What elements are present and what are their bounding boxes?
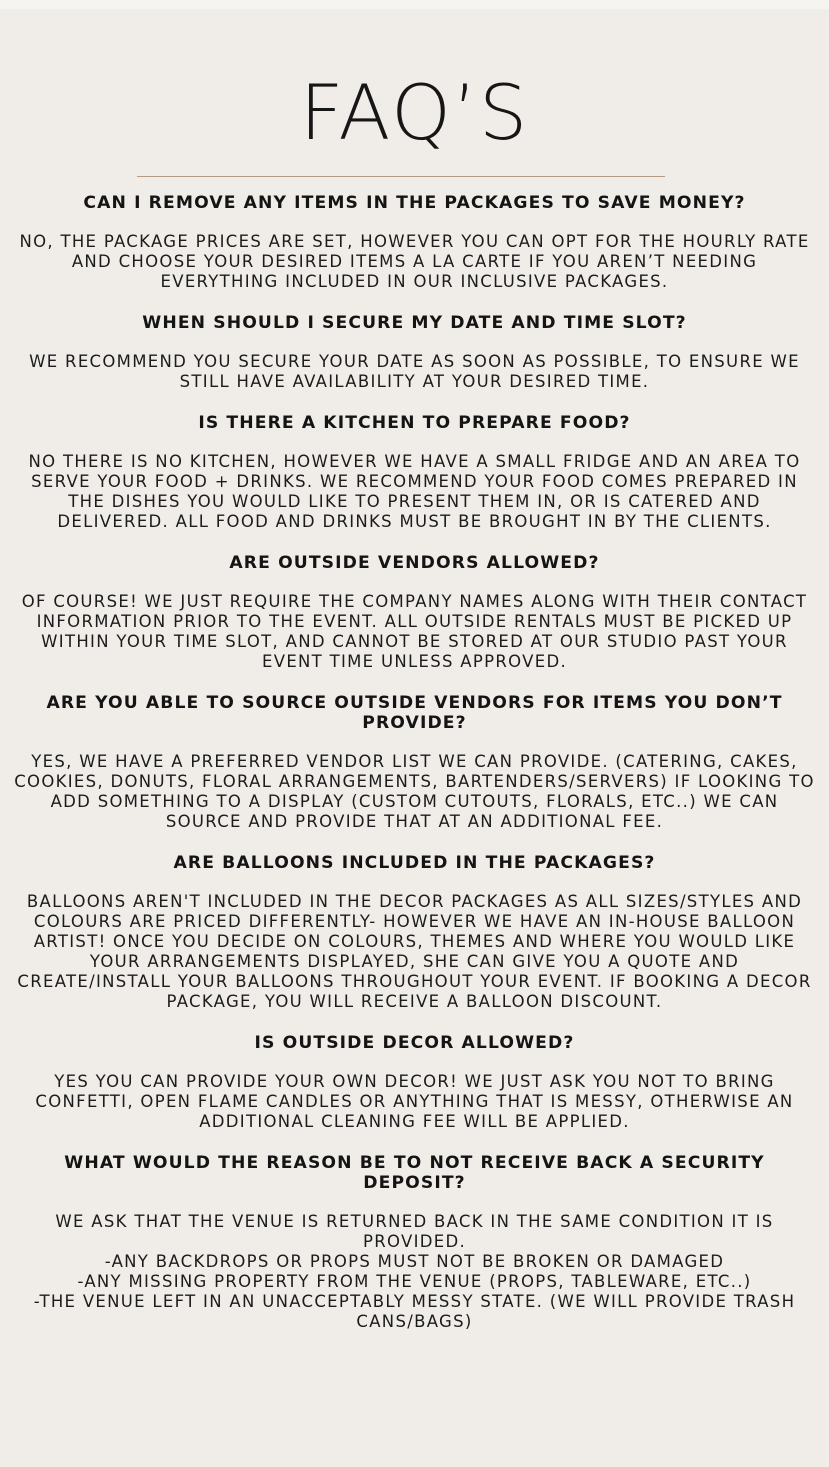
faq-question: ARE YOU ABLE TO SOURCE OUTSIDE VENDORS FOR ITEMS YOU DON’T PROVIDE? <box>46 693 783 733</box>
page-title: FAQ’S <box>299 68 530 157</box>
faq-item <box>14 693 815 832</box>
faq-question: IS THERE A KITCHEN TO PREPARE FOOD? <box>198 413 631 433</box>
top-strip <box>0 0 829 9</box>
faq-list <box>14 193 815 1332</box>
faq-question: CAN I REMOVE ANY ITEMS IN THE PACKAGES TO SAVE MONEY? <box>83 193 746 213</box>
faq-answer: NO THERE IS NO KITCHEN, HOWEVER WE HAVE A SMALL FRIDGE AND AN AREA TO SERVE YOUR FOOD + DRINKS. WE RECOMMEND YOUR FOOD COMES PREPARED IN THE DISHES YOU WOULD LIKE TO PRESENT THEM IN, OR IS CATERED AND DELIVERED. ALL FOOD AND DRINKS MUST BE BROUGHT IN BY THE CLIENTS. <box>28 452 801 531</box>
faq-answer: YES, WE HAVE A PREFERRED VENDOR LIST WE CAN PROVIDE. (CATERING, CAKES, COOKIES, DONUTS, FLORAL ARRANGEMENTS, BARTENDERS/SERVERS) IF LOOKING TO ADD SOMETHING TO A DISPLAY (CUSTOM CUTOUTS, FLORALS, ETC..) WE CAN SOURCE AND PROVIDE THAT AT AN ADDITIONAL FEE. <box>14 752 815 831</box>
faq-item <box>14 193 815 292</box>
faq-answer: OF COURSE! WE JUST REQUIRE THE COMPANY NAMES ALONG WITH THEIR CONTACT INFORMATION PRIOR TO THE EVENT. ALL OUTSIDE RENTALS MUST BE PICKED UP WITHIN YOUR TIME SLOT, AND CANNOT BE STORED AT OUR STUDIO PAST YOUR EVENT TIME UNLESS APPROVED. <box>21 592 808 671</box>
faq-answer: WE RECOMMEND YOU SECURE YOUR DATE AS SOON AS POSSIBLE, TO ENSURE WE STILL HAVE AVAILABILITY AT YOUR DESIRED TIME. <box>29 352 800 391</box>
faq-question: IS OUTSIDE DECOR ALLOWED? <box>254 1033 575 1053</box>
faq-item <box>14 853 815 1012</box>
faq-item <box>14 413 815 532</box>
faq-question: ARE BALLOONS INCLUDED IN THE PACKAGES? <box>173 853 656 873</box>
faq-item <box>14 1153 815 1332</box>
faq-answer: WE ASK THAT THE VENUE IS RETURNED BACK IN THE SAME CONDITION IT IS PROVIDED. -ANY BACKDROPS OR PROPS MUST NOT BE BROKEN OR DAMAGED -ANY MISSING PROPERTY FROM THE VENUE (PROPS, TABLEWARE, ETC..) -THE VENUE LEFT IN AN UNACCEPTABLY MESSY STATE. (WE WILL PROVIDE TRASH CANS/BAGS) <box>33 1212 796 1331</box>
faq-question: WHAT WOULD THE REASON BE TO NOT RECEIVE BACK A SECURITY DEPOSIT? <box>64 1153 765 1193</box>
faq-item <box>14 553 815 672</box>
faq-item <box>14 313 815 392</box>
faq-item <box>14 1033 815 1132</box>
faq-answer: NO, THE PACKAGE PRICES ARE SET, HOWEVER YOU CAN OPT FOR THE HOURLY RATE AND CHOOSE YOUR DESIRED ITEMS A LA CARTE IF YOU AREN’T NEEDING EVERYTHING INCLUDED IN OUR INCLUSIVE PACKAGES. <box>19 232 810 291</box>
faq-answer: YES YOU CAN PROVIDE YOUR OWN DECOR! WE JUST ASK YOU NOT TO BRING CONFETTI, OPEN FLAME CANDLES OR ANYTHING THAT IS MESSY, OTHERWISE AN ADDITIONAL CLEANING FEE WILL BE APPLIED. <box>35 1072 794 1131</box>
faq-question: WHEN SHOULD I SECURE MY DATE AND TIME SLOT? <box>142 313 687 333</box>
faq-answer: BALLOONS AREN'T INCLUDED IN THE DECOR PACKAGES AS ALL SIZES/STYLES AND COLOURS ARE PRICED DIFFERENTLY- HOWEVER WE HAVE AN IN-HOUSE BALLOON ARTIST! ONCE YOU DECIDE ON COLOURS, THEMES AND WHERE YOU WOULD LIKE YOUR ARRANGEMENTS DISPLAYED, SHE CAN GIVE YOU A QUOTE AND CREATE/INSTALL YOUR BALLOONS THROUGHOUT YOUR EVENT. IF BOOKING A DECOR PACKAGE, YOU WILL RECEIVE A BALLOON DISCOUNT. <box>17 892 812 1011</box>
title-divider <box>137 176 665 177</box>
faq-question: ARE OUTSIDE VENDORS ALLOWED? <box>229 553 600 573</box>
